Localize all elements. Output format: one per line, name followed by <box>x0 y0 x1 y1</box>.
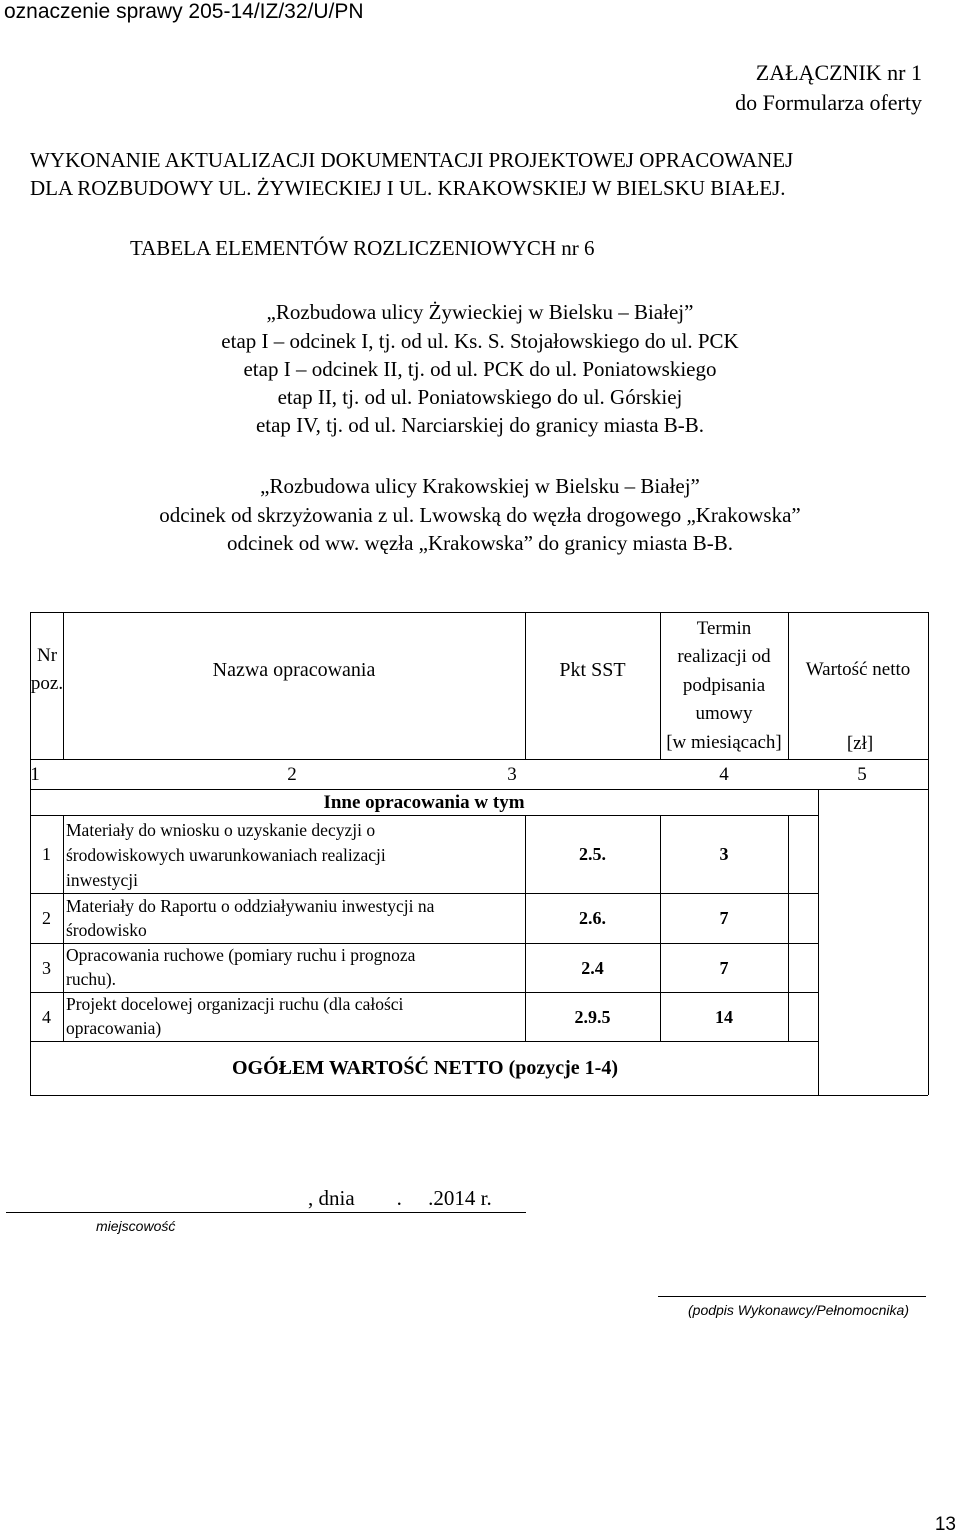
header-nr: Nr poz. <box>30 645 64 694</box>
row-name: Materiały do Raportu o oddziaływaniu inwestycji na środowisko <box>66 896 435 940</box>
project2-line: odcinek od skrzyżowania z ul. Lwowską do węzła drogowego „Krakowska” <box>159 503 801 527</box>
row-pkt: 2.4 <box>581 957 604 978</box>
row-value <box>818 894 928 943</box>
place-label: miejscowość <box>96 1218 176 1234</box>
project2-line: odcinek od ww. węzła „Krakowska” do granicy miasta B-B. <box>227 531 733 555</box>
section-title: Inne opracowania w tym <box>323 792 525 813</box>
header-term: Termin realizacji od podpisania umowy [w miesiącach] <box>666 617 782 753</box>
project1-line: etap II, tj. od ul. Poniatowskiego do ul. Górskiej <box>277 385 683 409</box>
header-pkt-sst: Pkt SST <box>559 658 626 681</box>
signature-label: (podpis Wykonawcy/Pełnomocnika) <box>688 1302 909 1318</box>
col-number: 4 <box>719 763 729 785</box>
project1-line: etap I – odcinek I, tj. od ul. Ks. S. Stojałowskiego do ul. PCK <box>221 329 739 353</box>
project1-title: „Rozbudowa ulicy Żywieckiej w Bielsku – Białej” <box>266 300 694 324</box>
total-value <box>818 1042 928 1095</box>
table-title: TABELA ELEMENTÓW ROZLICZENIOWYCH nr 6 <box>130 236 595 260</box>
project2-title: „Rozbudowa ulicy Krakowskiej w Bielsku – Białej” <box>260 474 700 498</box>
row-pkt: 2.5. <box>579 844 606 864</box>
row-pkt: 2.6. <box>579 908 606 928</box>
project1-line: etap I – odcinek II, tj. od ul. PCK do ul. Poniatowskiego <box>243 357 717 381</box>
header-name: Nazwa opracowania <box>212 658 376 681</box>
annex-title: ZAŁĄCZNIK nr 1 <box>755 60 922 85</box>
heading-line-1: WYKONANIE AKTUALIZACJI DOKUMENTACJI PROJEKTOWEJ OPRACOWANEJ <box>30 148 794 172</box>
col-number: 5 <box>857 763 867 785</box>
header-value-unit: [zł] <box>846 733 874 754</box>
row-name: Materiały do wniosku o uzyskanie decyzji o środowiskowych uwarunkowaniach realizacji inwestycji <box>66 820 386 890</box>
header-value: Wartość netto <box>805 659 911 680</box>
row-term: 7 <box>719 957 729 978</box>
row-nr: 1 <box>42 844 51 864</box>
case-reference: oznaczenie sprawy 205-14/IZ/32/U/PN <box>4 0 364 23</box>
total-label: OGÓŁEM WARTOŚĆ NETTO (pozycje 1-4) <box>232 1056 618 1079</box>
date-field: , dnia . .2014 r. <box>308 1186 492 1210</box>
col-number: 3 <box>507 763 517 785</box>
annex-subtitle: do Formularza oferty <box>735 90 922 115</box>
place-date-line <box>6 1212 526 1213</box>
row-nr: 3 <box>42 957 51 978</box>
row-value <box>818 993 928 1041</box>
row-name: Opracowania ruchowe (pomiary ruchu i prognoza ruchu). <box>66 945 416 989</box>
row-value <box>818 944 928 992</box>
row-term: 14 <box>715 1006 733 1027</box>
col-number: 1 <box>30 763 40 785</box>
row-pkt: 2.9.5 <box>574 1006 611 1027</box>
row-nr: 2 <box>42 908 51 928</box>
page-number: 13 <box>934 1514 956 1535</box>
row-name: Projekt docelowej organizacji ruchu (dla całości opracowania) <box>66 994 404 1038</box>
row-value <box>818 816 928 893</box>
row-term: 7 <box>719 908 729 928</box>
row-term: 3 <box>719 844 729 864</box>
col-number: 2 <box>287 763 297 785</box>
signature-line <box>658 1296 926 1297</box>
heading-line-2: DLA ROZBUDOWY UL. ŻYWIECKIEJ I UL. KRAKOWSKIEJ W BIELSKU BIAŁEJ. <box>30 176 786 200</box>
project1-line: etap IV, tj. od ul. Narciarskiej do granicy miasta B-B. <box>255 413 705 437</box>
row-nr: 4 <box>42 1006 51 1027</box>
